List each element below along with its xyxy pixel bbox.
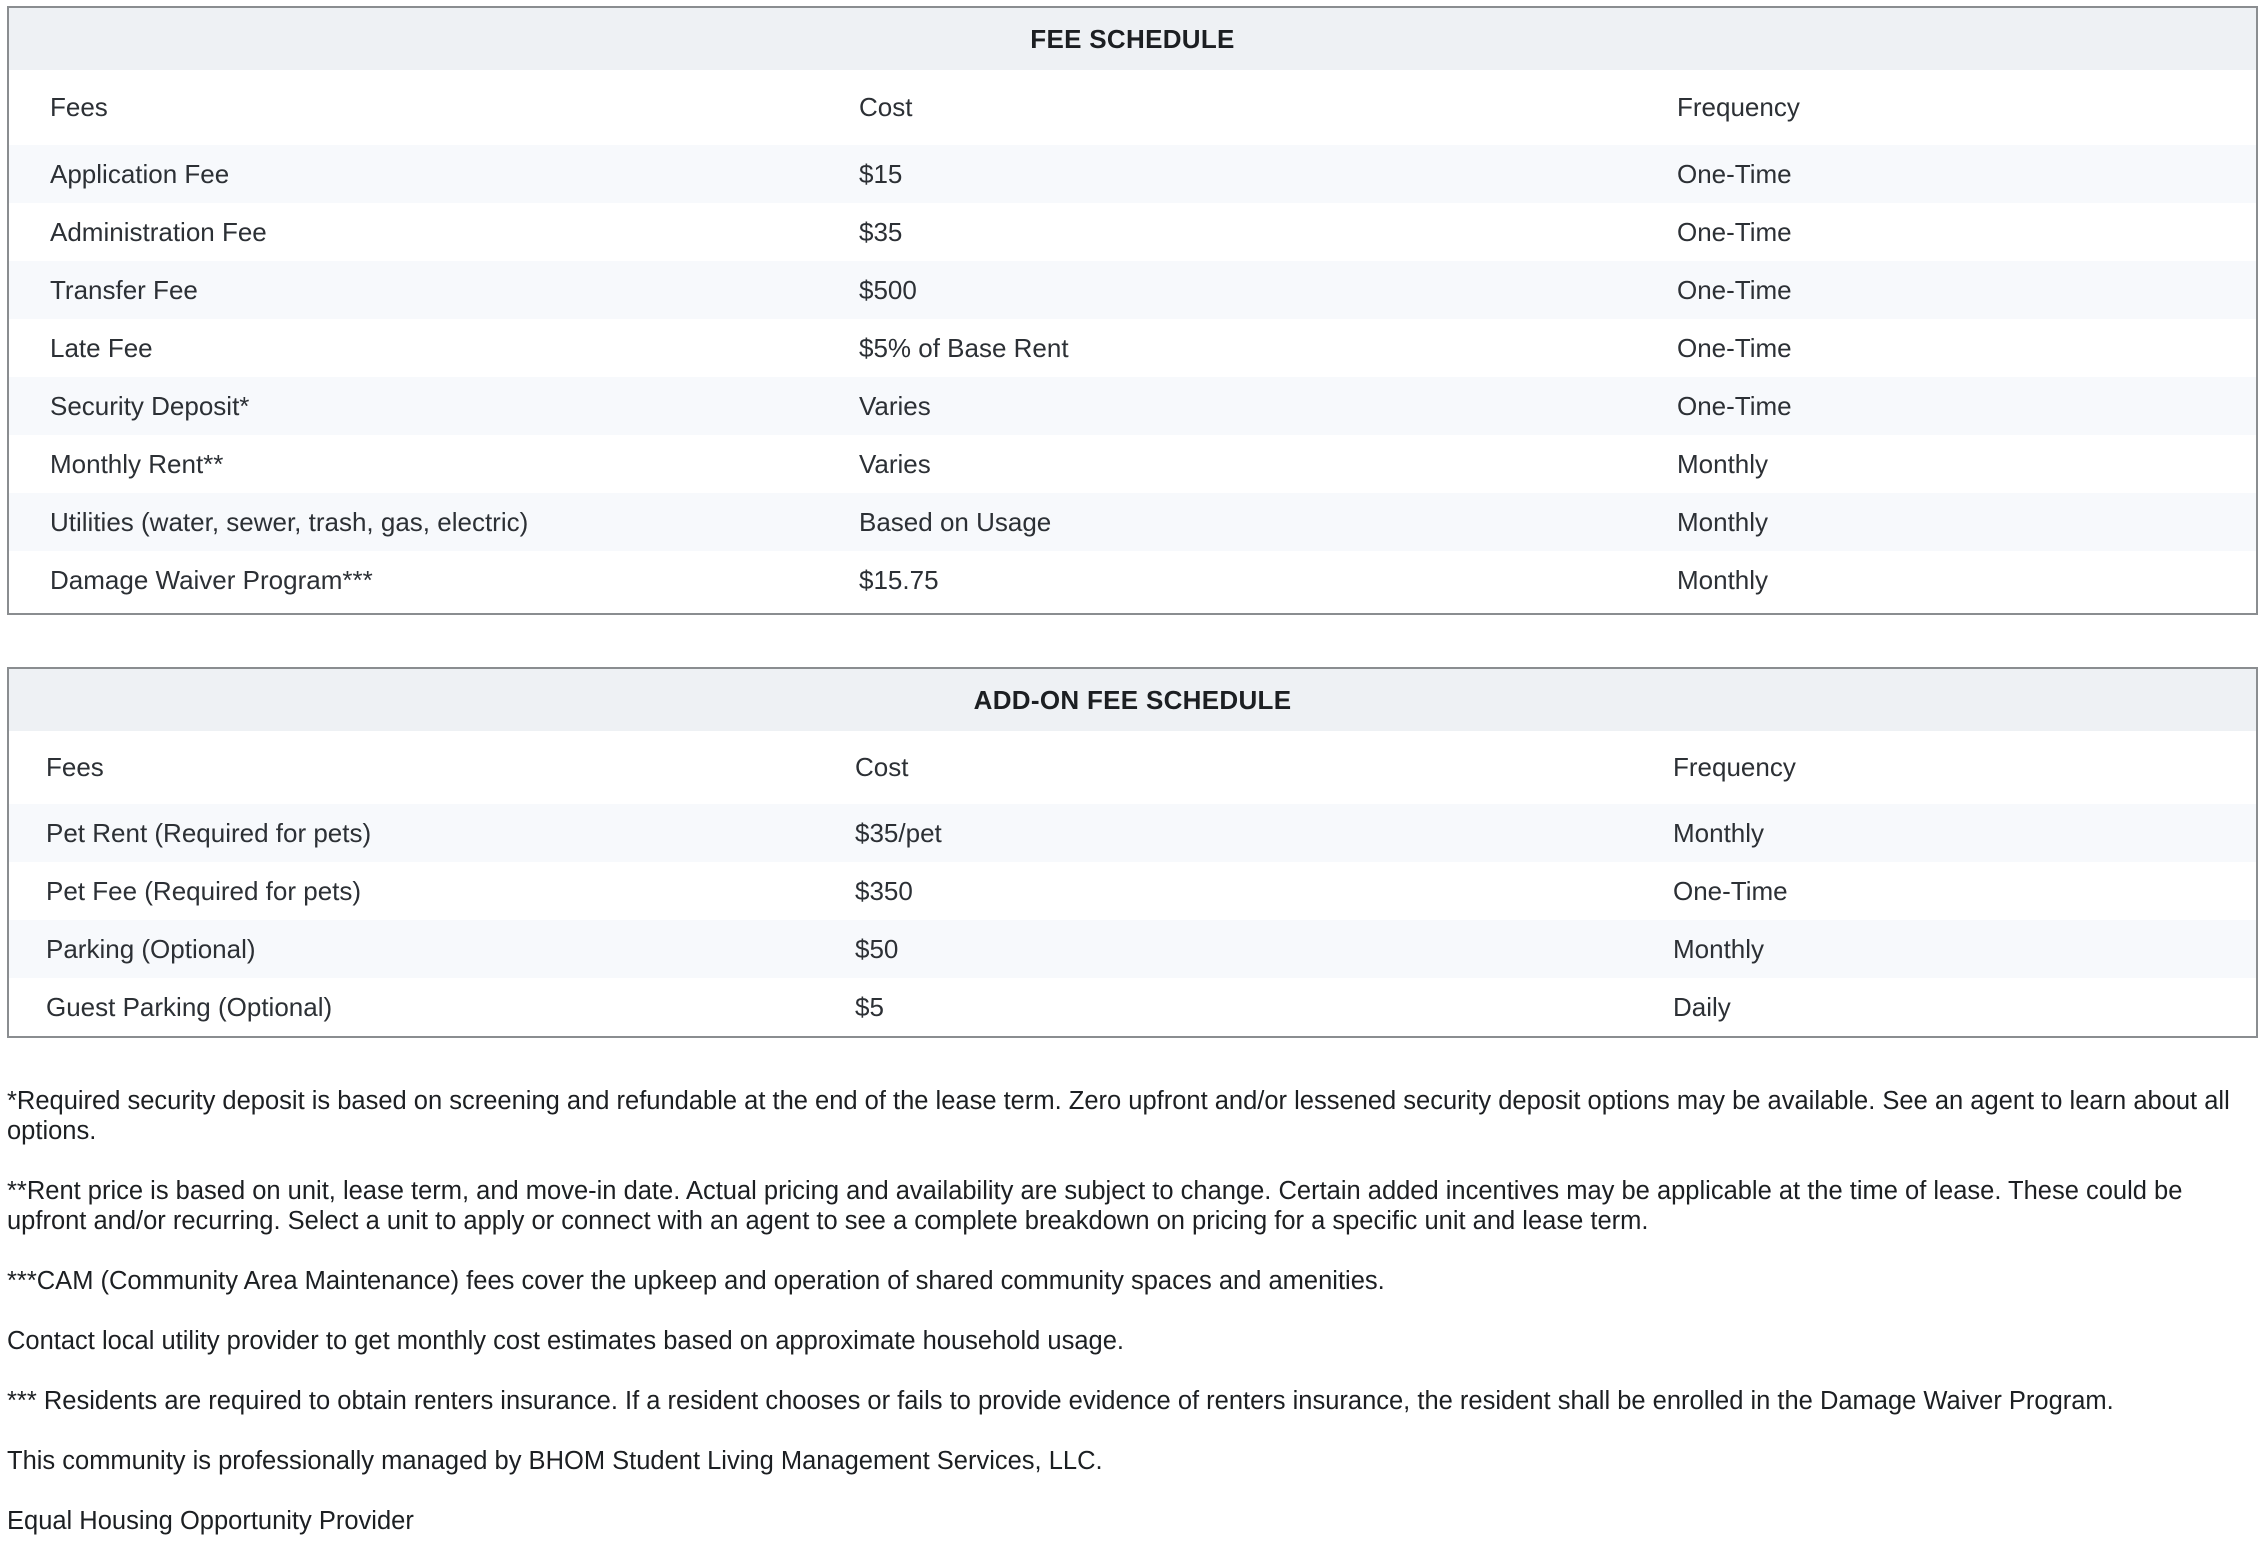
fee-name: Guest Parking (Optional)	[46, 991, 333, 1022]
note-renters-insurance: *** Residents are required to obtain renters insurance. If a resident chooses or fails to provide evidence of renters insurance, the resident shall be enrolled in the Damage Waiver Program.	[7, 1387, 2114, 1415]
fee-name: Monthly Rent**	[50, 448, 224, 479]
fee-frequency: One-Time	[1677, 274, 1792, 305]
table-row	[9, 920, 2256, 978]
table-row	[9, 203, 2256, 261]
fee-name: Parking (Optional)	[46, 933, 256, 964]
fee-name: Late Fee	[50, 332, 153, 363]
fee-name: Utilities (water, sewer, trash, gas, electric)	[50, 506, 529, 537]
table-row	[9, 862, 2256, 920]
note-security-deposit: *Required security deposit is based on screening and refundable at the end of the lease term. Zero upfront and/or lessened security deposit options may be available. See an agent to learn about all options.	[7, 1087, 2230, 1145]
table-row	[9, 978, 2256, 1036]
note-utility-provider: Contact local utility provider to get monthly cost estimates based on approximate household usage.	[7, 1327, 1124, 1355]
header-cost: Cost	[859, 92, 913, 122]
header-fees: Fees	[50, 92, 108, 122]
fee-frequency: One-Time	[1673, 875, 1788, 906]
fee-cost: $15	[859, 158, 903, 189]
fee-notes	[7, 1086, 2258, 1536]
fee-schedule-header-row	[9, 70, 2256, 145]
fee-frequency: Monthly	[1677, 448, 1769, 479]
fee-cost: Varies	[859, 390, 931, 421]
fee-frequency: Monthly	[1673, 817, 1765, 848]
addon-fee-schedule-table	[7, 667, 2258, 1038]
fee-frequency: One-Time	[1677, 332, 1792, 363]
fee-schedule-table	[7, 6, 2258, 615]
fee-frequency: One-Time	[1677, 390, 1792, 421]
note-rent-price: **Rent price is based on unit, lease term, and move-in date. Actual pricing and availability are subject to change. Certain added incentives may be applicable at the time of lease. These could be upfront and/or recurring. Select a unit to apply or connect with an agent to see a complete breakdown on pricing for a specific unit and lease term.	[7, 1177, 2183, 1235]
fee-cost: $5	[855, 991, 884, 1022]
fee-cost: $50	[855, 933, 899, 964]
fee-cost: $5% of Base Rent	[859, 332, 1069, 363]
fee-page	[7, 6, 2258, 1566]
fee-cost: Varies	[859, 448, 931, 479]
fee-frequency: Monthly	[1677, 564, 1769, 595]
fee-name: Administration Fee	[50, 216, 267, 247]
fee-frequency: Monthly	[1673, 933, 1765, 964]
note-equal-housing: Equal Housing Opportunity Provider	[7, 1507, 414, 1535]
header-cost: Cost	[855, 752, 909, 782]
fee-frequency: Monthly	[1677, 506, 1769, 537]
fee-cost: $350	[855, 875, 913, 906]
header-fees: Fees	[46, 752, 104, 782]
table-row	[9, 551, 2256, 609]
note-cam-fees: ***CAM (Community Area Maintenance) fees cover the upkeep and operation of shared community spaces and amenities.	[7, 1267, 1385, 1295]
fee-name: Pet Fee (Required for pets)	[46, 875, 362, 906]
table-row	[9, 493, 2256, 551]
fee-name: Security Deposit*	[50, 390, 250, 421]
fee-name: Pet Rent (Required for pets)	[46, 817, 372, 848]
table-row	[9, 261, 2256, 319]
fee-name: Damage Waiver Program***	[50, 564, 373, 595]
header-frequency: Frequency	[1673, 752, 1796, 782]
fee-cost: $15.75	[859, 564, 939, 595]
fee-frequency: Daily	[1673, 991, 1731, 1022]
fee-cost: $500	[859, 274, 917, 305]
addon-fee-schedule-title: ADD-ON FEE SCHEDULE	[9, 669, 2256, 731]
fee-cost: Based on Usage	[859, 506, 1052, 537]
note-management: This community is professionally managed by BHOM Student Living Management Services, LLC.	[7, 1447, 1103, 1475]
table-row	[9, 377, 2256, 435]
table-row	[9, 145, 2256, 203]
fee-frequency: One-Time	[1677, 216, 1792, 247]
fee-cost: $35/pet	[855, 817, 942, 848]
table-row	[9, 804, 2256, 862]
fee-schedule-title: FEE SCHEDULE	[9, 8, 2256, 70]
fee-frequency: One-Time	[1677, 158, 1792, 189]
fee-cost: $35	[859, 216, 903, 247]
fee-name: Transfer Fee	[50, 274, 198, 305]
addon-header-row	[9, 731, 2256, 804]
header-frequency: Frequency	[1677, 92, 1800, 122]
table-row	[9, 435, 2256, 493]
table-row	[9, 319, 2256, 377]
fee-name: Application Fee	[50, 158, 230, 189]
